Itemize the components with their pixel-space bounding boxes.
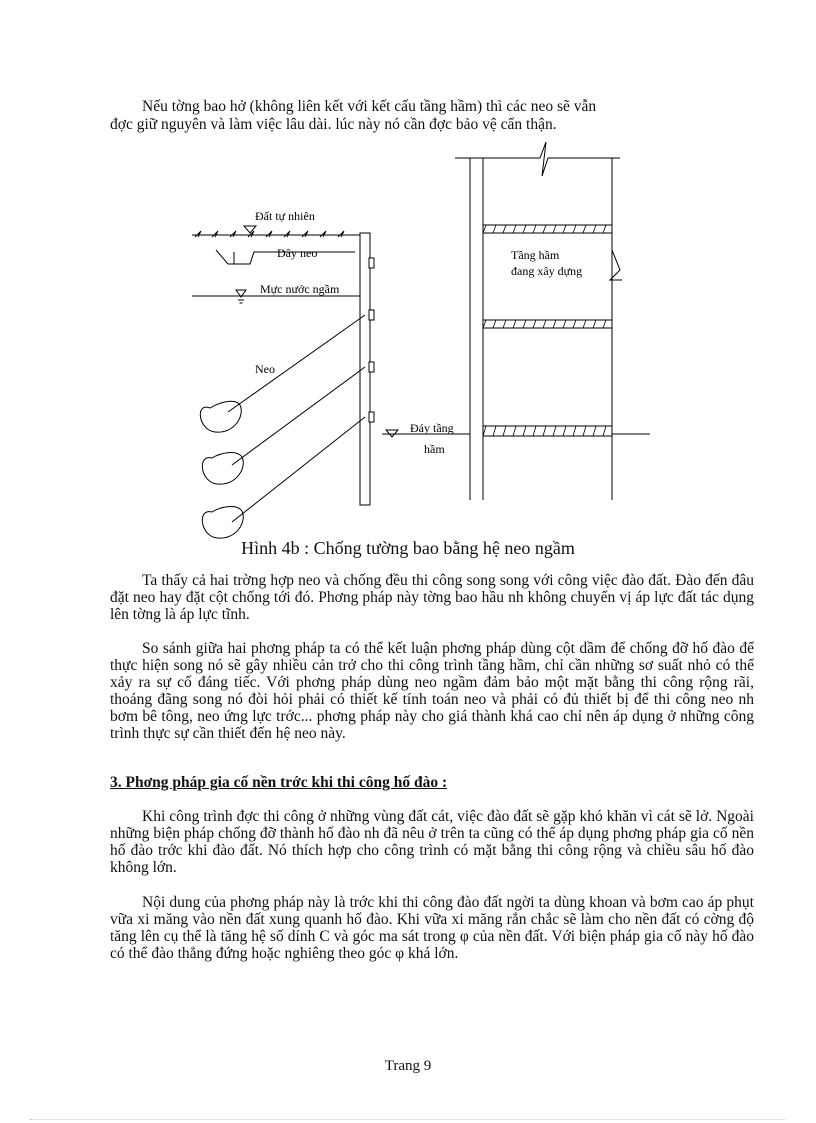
break-symbol — [540, 142, 620, 176]
paragraph-2: So sánh giữa hai phơng pháp ta có thể kết luận phơng pháp dùng cột dầm để chống đỡ hố đào để thực hiện song nó sẽ gây nhiều cản trở cho thi công trình tầng hầm, chỉ cần những sơ suất nhỏ có thể xảy ra sự cố đáng tiếc. Với phơng pháp dùng neo ngầm đảm bảo một mặt bằng thi công rộng rãi, thoáng đãng song nó đòi hỏi phải có thiết kế tính toán neo và phải có đủ thiết bị để thi công neo nh bơm bê tông, neo ứng lực trớc... phơng pháp này cho giá thành khá cao chỉ nên áp dụng ở những công trình thực sự cần thiết đến hệ neo này. — [110, 640, 754, 742]
paragraph-4: Nội dung của phơng pháp này là trớc khi thi công đào đất ngời ta dùng khoan và bơm cao áp phụt vữa xi măng vào nền đất xung quanh hố đào. Khi vữa xi măng rắn chắc sẽ làm cho nền đất có cờng độ tăng lên cụ thể là tăng hệ số dính C và góc ma sát trong φ của nền đất. Với biện pháp gia cố này hố đào có thể đào thẳng đứng hoặc nghiêng theo góc φ khá lớn. — [110, 894, 754, 962]
anchor-bulb-2 — [202, 453, 243, 485]
anchor-wall-figure — [150, 140, 650, 540]
paragraph-1: Ta thấy cả hai trờng hợp neo và chống đều thi công song song với công việc đào đất. Đào đến đâu đặt neo hay đặt cột chống tới đó. Phơng pháp này tờng bao hầu nh không chuyển vị áp lực đất tác dụng lên tờng là áp lực tĩnh. — [110, 572, 754, 623]
slab-1 — [483, 225, 612, 233]
ground-level-marker — [244, 226, 256, 233]
slab-2 — [483, 320, 612, 328]
page-number: Trang 9 — [384, 1058, 432, 1074]
label-anchor: Neo — [255, 362, 275, 376]
anchor-line-3 — [232, 417, 365, 522]
label-water-level: Mực nước ngầm — [260, 282, 340, 296]
anchor-bulb-3 — [202, 507, 243, 539]
label-anchor-tendon: Dây neo — [277, 246, 318, 260]
anchor-bulb-1 — [200, 401, 241, 432]
anchor-line-2 — [232, 367, 365, 465]
figure-caption: Hình 4b : Chống tường bao bằng hệ neo ngầm — [241, 538, 575, 558]
label-under-construction: đang xây dựng — [511, 264, 583, 278]
slab-3 — [483, 426, 612, 436]
label-basement-floor-2: hầm — [424, 442, 445, 456]
label-basement: Tầng hầm — [511, 248, 560, 262]
intro-line-2: đợc giữ nguyên và làm việc lâu dài. lúc này nó cần đợc bảo vệ cẩn thận. — [110, 116, 557, 133]
intro-line-1: Nếu tờng bao hở (không liên kết với kết cấu tầng hầm) thì các neo sẽ vẫn — [142, 98, 597, 115]
paragraph-3: Khi công trình đợc thi công ở những vùng đất cát, việc đào đất sẽ gặp khó khăn vì cát sẽ lở. Ngoài những biện pháp chống đỡ thành hố đào nh đã nêu ở trên ta cũng có thể áp dụng phơng pháp gia cố nền hố đào trớc khi đào đất. Nó thích hợp cho công trình có mặt bằng thi công rộng và chiều sâu hố đào không lớn. — [110, 808, 754, 876]
section-heading: 3. Phơng pháp gia cố nền trớc khi thi công hố đào : — [110, 774, 448, 791]
label-natural-ground: Đất tự nhiên — [255, 209, 315, 223]
ground-hatch — [195, 231, 344, 237]
label-basement-floor: Đáy tầng — [410, 421, 454, 435]
anchor-line-1 — [228, 315, 365, 412]
page-bottom-rule — [30, 1119, 786, 1120]
